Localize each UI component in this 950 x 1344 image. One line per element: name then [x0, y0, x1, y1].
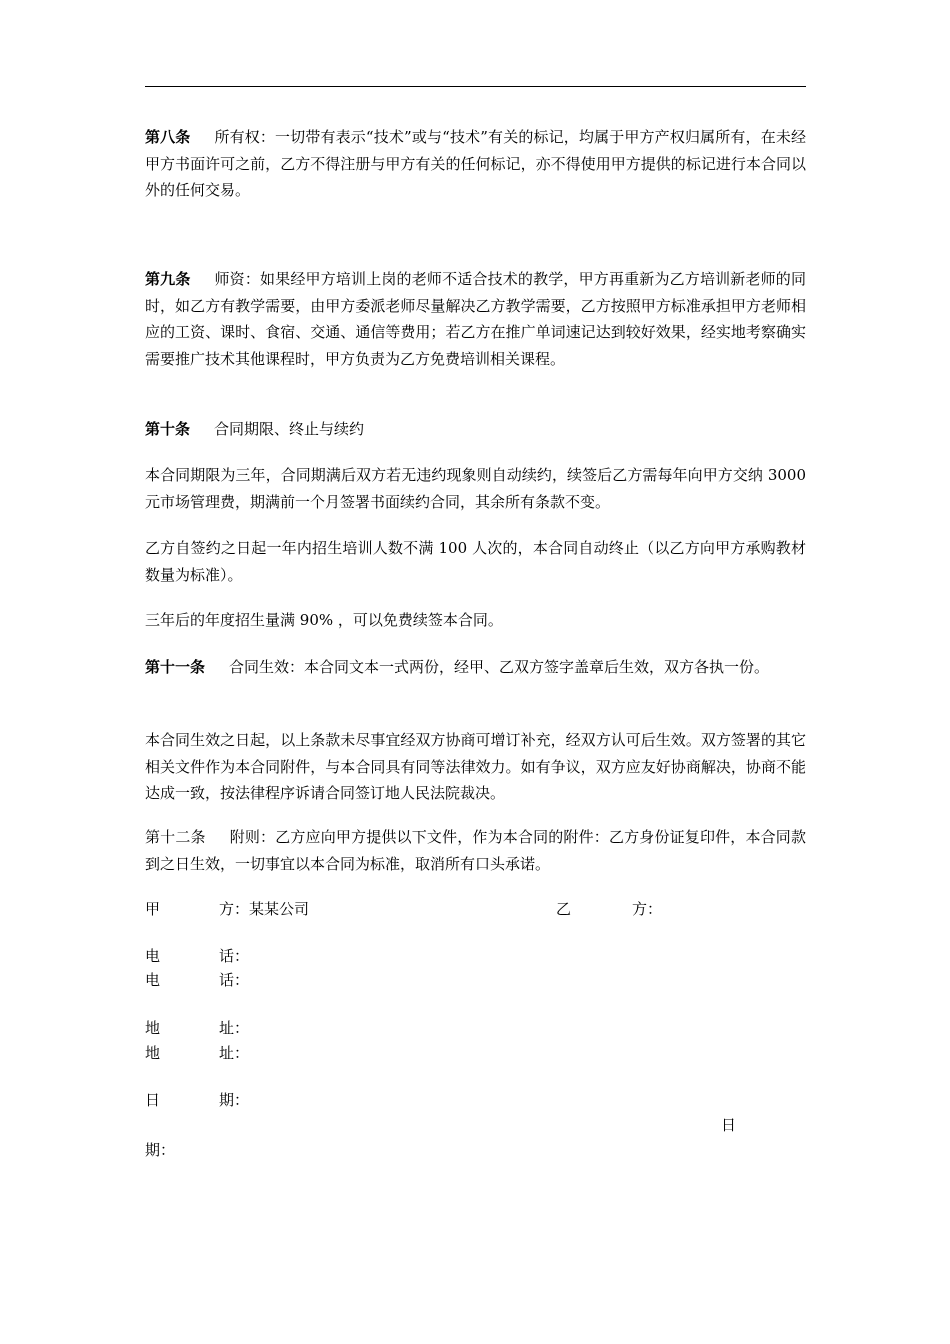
article-10-heading: 第十条 — [145, 420, 191, 438]
article-10-paragraph-2: 乙方自签约之日起一年内招生培训人数不满 100 人次的，本合同自动终止（以乙方向甲方承购教材数量为标准）。 — [145, 539, 806, 584]
party-a-address-char1: 地 — [145, 1019, 161, 1037]
party-a-date-char1: 日 — [145, 1091, 161, 1109]
party-a-label-name: 方：某某公司 — [219, 900, 310, 918]
party-b-date-char1: 日 — [721, 1116, 737, 1134]
article-9 — [145, 266, 806, 372]
article-12-text: 附则：乙方应向甲方提供以下文件，作为本合同的附件：乙方身份证复印件，本合同款到之日生效，一切事宜以本合同为标准，取消所有口头承诺。 — [145, 828, 806, 873]
article-10-text: 合同期限、终止与续约 — [214, 420, 365, 438]
article-9-text: 师资：如果经甲方培训上岗的老师不适合技术的教学，甲方再重新为乙方培训新老师的同时，如乙方有教学需要，由甲方委派老师尽量解决乙方教学需要，乙方按照甲方标准承担甲方老师相应的工资、课时、食宿、交通、通信等费用；若乙方在推广单词速记达到较好效果，经实地考察确实需要推广技术其他课程时，甲方负责为乙方免费培训相关课程。 — [145, 270, 806, 368]
party-b-label-name: 方： — [632, 900, 663, 918]
party-b-address-label: 址： — [219, 1044, 250, 1062]
article-12 — [145, 824, 806, 877]
party-b-phone-char1: 电 — [145, 971, 161, 989]
article-9-heading: 第九条 — [145, 270, 191, 288]
header-rule — [145, 86, 806, 87]
article-8 — [145, 124, 806, 204]
party-a-phone-label: 话： — [219, 947, 250, 965]
party-b-label-char1: 乙 — [556, 900, 572, 918]
article-11-text: 合同生效：本合同文本一式两份，经甲、乙双方签字盖章后生效，双方各执一份。 — [229, 658, 770, 676]
article-11-paragraph-1: 本合同生效之日起，以上条款未尽事宜经双方协商可增订补充，经双方认可后生效。双方签署的其它相关文件作为本合同附件，与本合同具有同等法律效力。如有争议，双方应友好协商解决，协商不能达成一致，按法律程序诉请合同签订地人民法院裁决。 — [145, 731, 806, 802]
article-11-heading: 第十一条 — [145, 658, 206, 676]
party-a-label-char1: 甲 — [145, 900, 161, 918]
article-10-paragraph-3: 三年后的年度招生量满 90% ，可以免费续签本合同。 — [145, 611, 503, 629]
party-b-phone-label: 话： — [219, 971, 250, 989]
article-12-heading: 第十二条 — [145, 828, 206, 846]
article-10-paragraph-1: 本合同期限为三年，合同期满后双方若无违约现象则自动续约，续签后乙方需每年向甲方交纳 3000 元市场管理费，期满前一个月签署书面续约合同，其余所有条款不变。 — [145, 466, 806, 511]
article-8-text: 所有权：一切带有表示“技术”或与“技术”有关的标记，均属于甲方产权归属所有，在未经甲方书面许可之前，乙方不得注册与甲方有关的任何标记，亦不得使用甲方提供的标记进行本合同以外的任何交易。 — [145, 128, 806, 199]
party-a-phone-char1: 电 — [145, 947, 161, 965]
party-a-address-label: 址： — [219, 1019, 250, 1037]
article-10 — [145, 416, 806, 443]
party-a-date-label: 期： — [219, 1091, 250, 1109]
party-b-date-label: 期： — [145, 1141, 176, 1159]
article-8-heading: 第八条 — [145, 128, 191, 146]
party-b-address-char1: 地 — [145, 1044, 161, 1062]
article-11 — [145, 654, 806, 681]
